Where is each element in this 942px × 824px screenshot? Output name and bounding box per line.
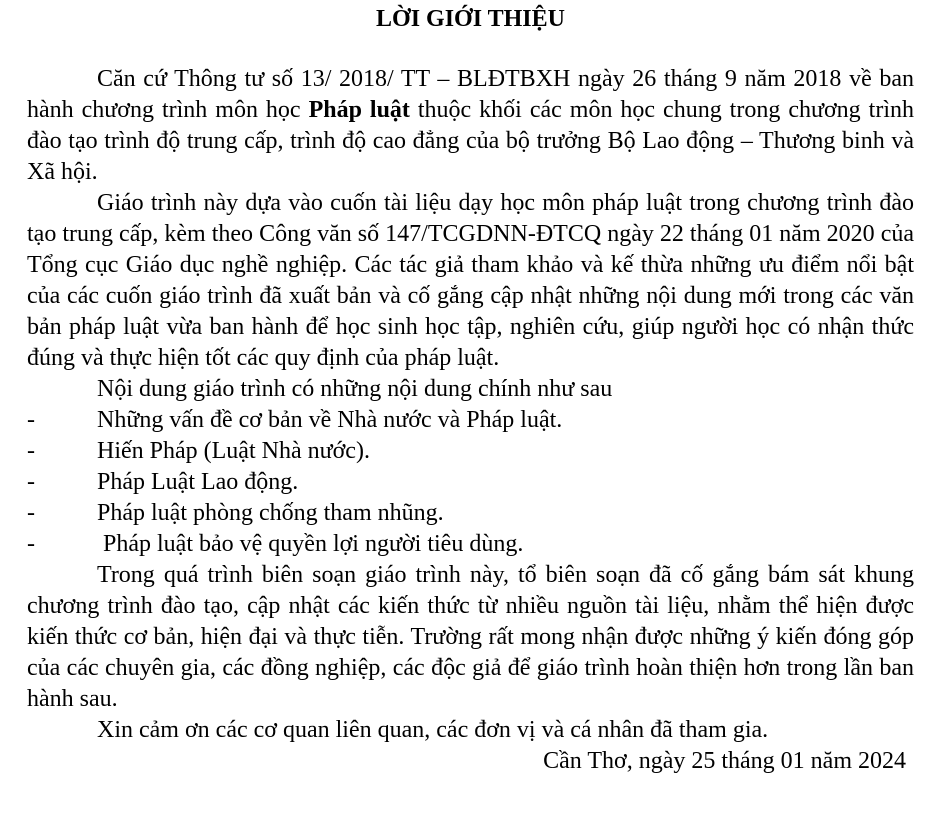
list-item <box>27 498 914 529</box>
list-item-text: Hiến Pháp (Luật Nhà nước). <box>97 438 370 464</box>
paragraph-text: thuộc khối các môn học chung trong chương trình đào tạo trình độ trung cấp, trình độ cao đẳng của bộ trưởng Bộ Lao động – Thương binh và Xã hội. <box>27 97 914 185</box>
content-list-intro: Nội dung giáo trình có những nội dung chính như sau <box>97 376 613 402</box>
content-list <box>27 405 914 560</box>
list-item-text: Pháp luật phòng chống tham nhũng. <box>97 500 444 526</box>
list-item-text: Những vấn đề cơ bản về Nhà nước và Pháp luật. <box>97 407 563 433</box>
list-item-text: Pháp Luật Lao động. <box>97 469 299 495</box>
list-dash: - <box>27 500 35 526</box>
compilation-paragraph: Trong quá trình biên soạn giáo trình này, tổ biên soạn đã cố gắng bám sát khung chương trình đào tạo, cập nhật các kiến thức từ nhiều nguồn tài liệu, nhằm thể hiện được kiến thức cơ bản, hiện đại và thực tiễn. Trường rất mong nhận được những ý kiến đóng góp của các chuyên gia, các đồng nghiệp, các độc giả để giáo trình hoàn thiện hơn trong lần ban hành sau. <box>27 562 914 712</box>
list-dash: - <box>27 407 35 433</box>
paragraph-text: Căn cứ Thông tư số 13/ 2018/ TT – BLĐTBXH ngày 26 tháng 9 năm 2018 về ban hành chương trình môn học <box>27 66 914 123</box>
thanks-paragraph: Xin cảm ơn các cơ quan liên quan, các đơn vị và cá nhân đã tham gia. <box>97 717 769 743</box>
list-dash: - <box>27 531 35 557</box>
list-item <box>27 529 914 560</box>
list-item-text: Pháp luật bảo vệ quyền lợi người tiêu dùng. <box>103 531 524 557</box>
list-dash: - <box>27 438 35 464</box>
place-date-signoff: Cần Thơ, ngày 25 tháng 01 năm 2024 <box>543 748 906 774</box>
subject-name-bold: Pháp luật <box>308 97 410 123</box>
list-dash: - <box>27 469 35 495</box>
page-title: LỜI GIỚI THIỆU <box>376 6 565 32</box>
intro-paragraph-source: Giáo trình này dựa vào cuốn tài liệu dạy học môn pháp luật trong chương trình đào tạo trung cấp, kèm theo Công văn số 147/TCGDNN-ĐTCQ ngày 22 tháng 01 năm 2020 của Tổng cục Giáo dục nghề nghiệp. Các tác giả tham khảo và kế thừa những ưu điểm nổi bật của các cuốn giáo trình đã xuất bản và cố gắng cập nhật những nội dung mới trong các văn bản pháp luật vừa ban hành để học sinh học tập, nghiên cứu, giúp người học có nhận thức đúng và thực hiện tốt các quy định của pháp luật. <box>27 190 914 371</box>
list-item <box>27 436 914 467</box>
list-item <box>27 405 914 436</box>
intro-paragraph-legal-basis <box>27 64 914 188</box>
list-item <box>27 467 914 498</box>
